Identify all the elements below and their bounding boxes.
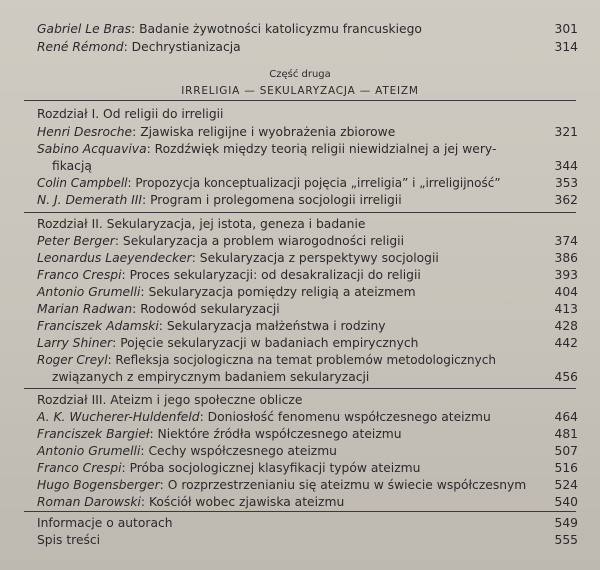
- entry-title: Refleksja socjologiczna na temat problemów metodologicznych: [115, 353, 496, 367]
- entry-title: Doniosłość fenomenu współczesnego ateizmu: [207, 410, 491, 424]
- entry-page: 540: [554, 495, 578, 509]
- entry-page: 321: [554, 125, 578, 139]
- divider: [24, 212, 576, 213]
- entry-title: Program i prolegomena socjologii irreligii: [150, 193, 402, 207]
- entry-author: Colin Campbell: [37, 176, 128, 190]
- entry-author: Franciszek Adamski: [37, 319, 159, 333]
- toc-entry: Leonardus Laeyendecker: Sekularyzacja z perspektywy socjologii 386: [37, 251, 578, 265]
- chapter-heading: Rozdział I. Od religii do irreligii: [37, 107, 224, 121]
- toc-entry: Franco Crespi: Proces sekularyzacji: od desakralizacji do religii 393: [37, 268, 578, 282]
- entry-title: Rodowód sekularyzacji: [140, 302, 280, 316]
- toc-entry: Marian Radwan: Rodowód sekularyzacji 413: [37, 302, 578, 316]
- entry-page: 442: [554, 336, 578, 350]
- entry-author: Franco Crespi: [37, 268, 122, 282]
- toc-entry: [0, 531, 600, 549]
- toc-entry: Peter Berger: Sekularyzacja a problem wiarogodności religii 374: [37, 234, 578, 248]
- entry-author: Roger Creyl: [37, 353, 108, 367]
- entry-author: Gabriel Le Bras: [37, 22, 131, 36]
- toc-entry: Henri Desroche: Zjawiska religijne i wyobrażenia zbiorowe 321: [37, 125, 578, 139]
- entry-title-continued: związanych z empirycznym badaniem sekularyzacji: [52, 370, 370, 384]
- toc-entry: Franciszek Adamski: Sekularyzacja małżeństwa i rodziny 428: [37, 319, 578, 333]
- entry-page: 393: [554, 268, 578, 282]
- entry-title: Kościół wobec zjawiska ateizmu: [148, 495, 345, 509]
- entry-author: René Rémond: [37, 40, 124, 54]
- entry-page: 374: [554, 234, 578, 248]
- toc-entry: Colin Campbell: Propozycja konceptualizacji pojęcia „irreligia” i „irreligijność” 353: [37, 176, 578, 190]
- entry-author: Hugo Bogensberger: [37, 478, 160, 492]
- entry-page: 428: [554, 319, 578, 333]
- toc-entry: Franciszek Bargieł: Niektóre źródła współczesnego ateizmu 481: [37, 427, 578, 441]
- entry-author: Peter Berger: [37, 234, 115, 248]
- entry-author: Antonio Grumelli: [37, 444, 141, 458]
- toc-entry: Franco Crespi: Próba socjologicznej klasyfikacji typów ateizmu 516: [37, 461, 578, 475]
- entry-title: Cechy współczesnego ateizmu: [148, 444, 337, 458]
- entry-author: Henri Desroche: [37, 125, 133, 139]
- entry-author: Leonardus Laeyendecker: [37, 251, 192, 265]
- entry-page: 516: [554, 461, 578, 475]
- entry-title: Niektóre źródła współczesnego ateizmu: [157, 427, 402, 441]
- entry-page: 549: [554, 516, 578, 530]
- entry-page: 314: [554, 40, 578, 54]
- toc-entry: Hugo Bogensberger: O rozprzestrzenianiu się ateizmu w świecie współczesnym 524: [37, 478, 578, 492]
- entry-page: 413: [554, 302, 578, 316]
- entry-author: Antonio Grumelli: [37, 285, 141, 299]
- toc-entry: Roger Creyl: Refleksja socjologiczna na temat problemów metodologicznych: [37, 353, 496, 367]
- entry-page: 464: [554, 410, 578, 424]
- entry-page: 386: [554, 251, 578, 265]
- entry-title: Sekularyzacja pomiędzy religią a ateizmem: [148, 285, 416, 299]
- toc-entry: Gabriel Le Bras: Badanie żywotności katolicyzmu francuskiego 301: [37, 22, 578, 36]
- entry-author: A. K. Wucherer-Huldenfeld: [37, 410, 200, 424]
- entry-author: Sabino Acquaviva: [37, 142, 147, 156]
- toc-entry: [0, 514, 600, 532]
- entry-title: Spis treści: [37, 533, 101, 547]
- entry-title: Próba socjologicznej klasyfikacji typów ateizmu: [129, 461, 421, 475]
- toc-entry: Antonio Grumelli: Cechy współczesnego ateizmu 507: [37, 444, 578, 458]
- part-label: Część druga: [269, 69, 331, 80]
- toc-entry: N. J. Demerath III: Program i prolegomena socjologii irreligii 362: [37, 193, 578, 207]
- entry-title: Sekularyzacja małżeństwa i rodziny: [166, 319, 386, 333]
- entry-author: Roman Darowski: [37, 495, 141, 509]
- entry-title: Propozycja konceptualizacji pojęcia „irreligia” i „irreligijność”: [135, 176, 501, 190]
- entry-page: 301: [554, 22, 578, 36]
- entry-page: 507: [554, 444, 578, 458]
- divider: [24, 100, 576, 101]
- entry-page: 456: [554, 370, 578, 384]
- toc-entry: Sabino Acquaviva: Rozdźwięk między teorią religii niewidzialnej a jej wery-: [37, 142, 497, 156]
- part-title: IRRELIGIA — SEKULARYZACJA — ATEIZM: [181, 85, 419, 97]
- divider: [24, 511, 576, 512]
- entry-author: Franco Crespi: [37, 461, 122, 475]
- toc-entry-continuation: [0, 157, 600, 175]
- toc-entry-continuation: [0, 368, 600, 386]
- toc-entry: A. K. Wucherer-Huldenfeld: Doniosłość fenomenu współczesnego ateizmu 464: [37, 410, 578, 424]
- entry-title: Dechrystianizacja: [131, 40, 241, 54]
- entry-author: N. J. Demerath III: [37, 193, 143, 207]
- toc-entry: Roman Darowski: Kościół wobec zjawiska ateizmu 540: [37, 495, 578, 509]
- entry-author: Franciszek Bargieł: [37, 427, 150, 441]
- entry-page: 353: [555, 176, 578, 190]
- entry-title: Zjawiska religijne i wyobrażenia zbiorowe: [140, 125, 396, 139]
- entry-title: Sekularyzacja z perspektywy socjologii: [199, 251, 439, 265]
- entry-title: Rozdźwięk między teorią religii niewidzialnej a jej wery-: [154, 142, 497, 156]
- toc-entry: Antonio Grumelli: Sekularyzacja pomiędzy religią a ateizmem 404: [37, 285, 578, 299]
- entry-title: O rozprzestrzenianiu się ateizmu w świecie współczesnym: [167, 478, 527, 492]
- entry-title: Badanie żywotności katolicyzmu francuskiego: [139, 22, 422, 36]
- entry-author: Marian Radwan: [37, 302, 133, 316]
- divider: [24, 388, 576, 389]
- chapter-heading: Rozdział III. Ateizm i jego społeczne oblicze: [37, 393, 303, 407]
- entry-title-continued: fikacją: [52, 159, 92, 173]
- entry-page: 481: [554, 427, 578, 441]
- toc-entry: René Rémond: Dechrystianizacja 314: [37, 40, 578, 54]
- entry-title: Pojęcie sekularyzacji w badaniach empirycznych: [120, 336, 419, 350]
- toc-entry: Larry Shiner: Pojęcie sekularyzacji w badaniach empirycznych 442: [37, 336, 578, 350]
- entry-page: 344: [554, 159, 578, 173]
- entry-title: Proces sekularyzacji: od desakralizacji do religii: [129, 268, 421, 282]
- entry-title: Informacje o autorach: [37, 516, 173, 530]
- entry-page: 404: [554, 285, 578, 299]
- chapter-heading: Rozdział II. Sekularyzacja, jej istota, geneza i badanie: [37, 217, 366, 231]
- entry-page: 524: [554, 478, 578, 492]
- entry-page: 362: [554, 193, 578, 207]
- entry-author: Larry Shiner: [37, 336, 113, 350]
- entry-page: 555: [554, 533, 578, 547]
- entry-title: Sekularyzacja a problem wiarogodności religii: [122, 234, 405, 248]
